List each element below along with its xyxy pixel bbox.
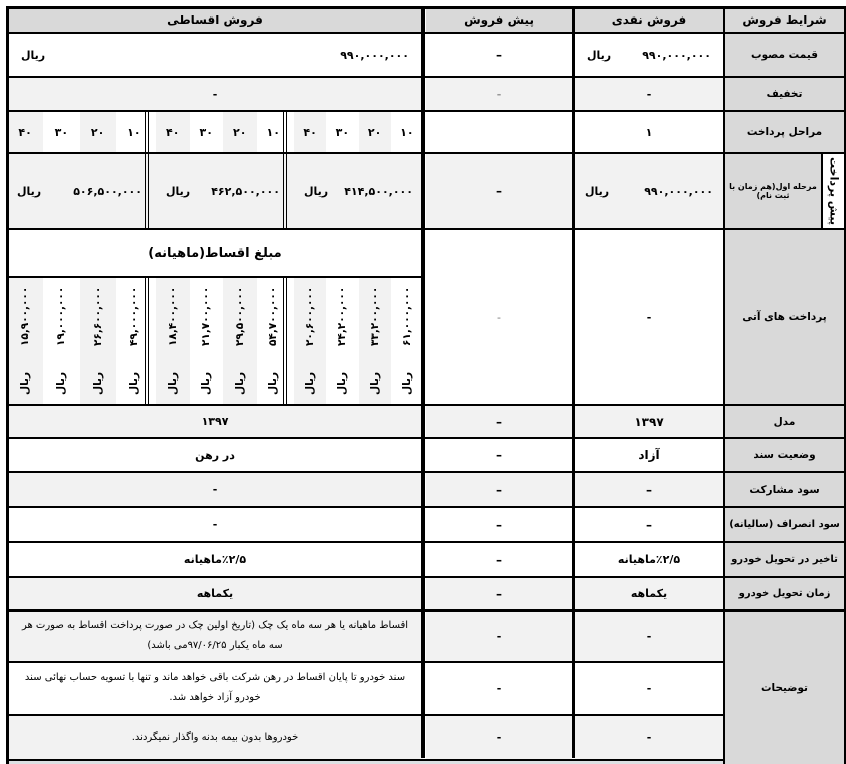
row-line (7, 541, 846, 543)
row-line (7, 576, 846, 578)
monthly-amount-cell (391, 277, 423, 405)
label-participation-profit: سود مشارکت (724, 472, 845, 507)
monthly-amount-value: ۲۱,۷۰۰,۰۰۰ (200, 287, 213, 347)
monthly-amount-value: ۱۹,۰۰۰,۰۰۰ (55, 287, 68, 347)
monthly-amount-value: ۱۵,۹۰۰,۰۰۰ (19, 287, 32, 347)
presale-note-1: - (426, 611, 572, 661)
cash-note-1: - (575, 611, 723, 661)
monthly-amount-cell (326, 277, 358, 405)
presale-note-2: - (426, 662, 572, 714)
row-line (7, 437, 846, 439)
monthly-amount-unit: ریال (400, 371, 413, 395)
installment-document-status: در رهن (7, 438, 423, 472)
stage-percent-cell: ۲۰ (223, 111, 257, 153)
cash-model: ۱۳۹۷ (575, 405, 723, 438)
cash-participation-profit: – (575, 472, 723, 507)
monthly-amount-unit: ریال (55, 371, 68, 395)
presale-delivery-delay: – (426, 542, 572, 577)
label-notes: توضیحات (724, 611, 845, 764)
stage-percent-cell: ۱۰ (257, 111, 291, 153)
row-line (7, 759, 724, 761)
first-stage-group-amount (156, 153, 290, 229)
monthly-amount-value: ۵۴,۷۰۰,۰۰۰ (267, 287, 280, 347)
monthly-amount-cell (190, 277, 224, 405)
header-cash: فروش نقدی (575, 7, 723, 33)
monthly-amount-unit: ریال (233, 371, 246, 395)
label-prepayment-group (823, 153, 845, 229)
separator-installment-presale (421, 6, 425, 758)
header-presale: پیش فروش (426, 7, 572, 33)
row-line (7, 110, 846, 112)
border-top (7, 6, 846, 9)
group-separator (145, 111, 149, 228)
installment-delivery-delay: ٪۲/۵ماهیانه (7, 542, 423, 577)
monthly-amount-cell (359, 277, 391, 405)
border-left (6, 6, 9, 764)
monthly-amount-value: ۲۰,۶۰۰,۰۰۰ (304, 287, 317, 347)
installment-model: ۱۳۹۷ (7, 405, 423, 438)
presale-stages (426, 111, 572, 153)
monthly-amount-cell (80, 277, 116, 405)
presale-discount: - (426, 77, 572, 111)
first-stage-value: ۴۶۲,۵۰۰,۰۰۰ (211, 184, 280, 198)
header-bottom-border (7, 32, 846, 34)
monthly-amount-cell (294, 277, 326, 405)
presale-document-status: – (426, 438, 572, 472)
monthly-amount-value: ۲۹,۵۰۰,۰۰۰ (233, 287, 246, 347)
note-2: سند خودرو تا پایان اقساط در رهن شرکت باقی خواهد ماند و تنها با تسویه حساب نهائی سند خودرو آزاد خواهد شد. (7, 662, 423, 714)
monthly-amount-value: ۶۱,۰۰۰,۰۰۰ (400, 287, 413, 347)
installment-price-value: ۹۹۰,۰۰۰,۰۰۰ (340, 48, 409, 62)
label-model: مدل (724, 405, 845, 438)
presale-future-payments: - (426, 229, 572, 405)
installment-price-cell (7, 33, 423, 77)
installment-participation-profit: - (7, 472, 423, 507)
cash-delivery-time: یکماهه (575, 577, 723, 610)
separator-cash-conditions (723, 6, 725, 764)
cash-future-payments: - (575, 229, 723, 405)
monthly-amount-cell (43, 277, 79, 405)
first-stage-unit: ریال (304, 184, 329, 198)
monthly-amount-cell (156, 277, 190, 405)
cash-note-3: - (575, 715, 723, 760)
stage-percent-cell: ۲۰ (80, 111, 116, 153)
presale-cancellation-profit: – (426, 507, 572, 542)
label-document-status: وضعیت سند (724, 438, 845, 472)
header-installment: فروش اقساطی (7, 7, 423, 33)
row-line (7, 471, 846, 473)
installment-price-unit: ریال (21, 48, 46, 62)
row-line (7, 76, 846, 78)
stage-percent-cell: ۲۰ (359, 111, 391, 153)
monthly-amount-value: ۲۴,۲۰۰,۰۰۰ (336, 287, 349, 347)
monthly-installments-title: مبلغ اقساط(ماهیانه) (7, 229, 423, 277)
monthly-amount-unit: ریال (304, 371, 317, 395)
presale-note-3: - (426, 715, 572, 760)
label-delivery-time: زمان تحویل خودرو (724, 577, 845, 610)
row-line (7, 661, 724, 663)
monthly-amount-unit: ریال (91, 371, 104, 395)
row-line (7, 404, 846, 406)
row-line (7, 276, 423, 278)
monthly-amount-value: ۲۶,۶۰۰,۰۰۰ (91, 287, 104, 347)
monthly-amount-unit: ریال (166, 371, 179, 395)
monthly-amount-unit: ریال (368, 371, 381, 395)
first-stage-unit: ریال (166, 184, 191, 198)
label-cancellation-profit: سود انصراف (سالیانه) (724, 507, 845, 542)
monthly-amount-unit: ریال (200, 371, 213, 395)
row-line (7, 609, 846, 612)
label-first-stage: مرحله اول(هم زمان با ثبت نام) (724, 153, 822, 229)
presale-price: – (426, 33, 572, 77)
first-stage-value: ۴۱۴,۵۰۰,۰۰۰ (344, 184, 413, 198)
label-future-payments: پرداخت های آتی (724, 229, 845, 405)
monthly-amount-value: ۱۸,۴۰۰,۰۰۰ (166, 287, 179, 347)
monthly-amount-value: ۳۳,۲۰۰,۰۰۰ (368, 287, 381, 347)
label-delivery-delay: تاخیر در تحویل خودرو (724, 542, 845, 577)
cash-note-2: - (575, 662, 723, 714)
installment-monthly-amounts (7, 277, 423, 405)
first-stage-unit: ریال (17, 184, 42, 198)
prepayment-side-separator (821, 152, 823, 230)
cash-first-stage-unit: ریال (585, 184, 610, 198)
group-separator (283, 111, 287, 228)
monthly-amount-value: ۴۹,۰۰۰,۰۰۰ (127, 287, 140, 347)
first-stage-group-amount (7, 153, 152, 229)
cash-delivery-delay: ٪۲/۵ماهیانه (575, 542, 723, 577)
cash-stages: ۱ (575, 111, 723, 153)
label-payment-stages: مراحل پرداخت (724, 111, 845, 153)
installment-delivery-time: یکماهه (7, 577, 423, 610)
row-line (7, 228, 846, 230)
group-separator (283, 277, 287, 405)
installment-discount: - (7, 77, 423, 111)
presale-first-stage: – (426, 153, 572, 229)
installment-cancellation-profit: - (7, 507, 423, 542)
row-line (7, 714, 724, 716)
cash-price-cell (575, 33, 723, 77)
stage-percent-cell: ۱۰ (391, 111, 423, 153)
cash-document-status: آزاد (575, 438, 723, 472)
monthly-amount-unit: ریال (336, 371, 349, 395)
presale-delivery-time: – (426, 577, 572, 610)
row-line (7, 152, 846, 154)
cash-price-value: ۹۹۰,۰۰۰,۰۰۰ (642, 48, 711, 62)
presale-participation-profit: – (426, 472, 572, 507)
installment-first-stage (7, 153, 423, 229)
stage-percent-cell: ۳۰ (190, 111, 224, 153)
cash-first-stage-cell (575, 153, 723, 229)
note-1: اقساط ماهیانه یا هر سه ماه یک چک (تاریخ اولین چک در صورت پرداخت اقساط به صورت هر سه ماه یکبار ۹۷/۰۶/۲۵می باشد) (7, 611, 423, 661)
monthly-amount-cell (7, 277, 43, 405)
label-approved-price: قیمت مصوب (724, 33, 845, 77)
monthly-amount-unit: ریال (19, 371, 32, 395)
stage-percent-cell: ۴۰ (294, 111, 326, 153)
stage-percent-cell: ۴۰ (156, 111, 190, 153)
prepayment-group-text: پیش پرداخت (827, 157, 841, 225)
cash-price-unit: ریال (587, 48, 612, 62)
monthly-amount-unit: ریال (267, 371, 280, 395)
cash-first-stage-value: ۹۹۰,۰۰۰,۰۰۰ (644, 184, 713, 198)
installment-stages (7, 111, 423, 153)
cash-discount: - (575, 77, 723, 111)
presale-model: – (426, 405, 572, 438)
monthly-amount-unit: ریال (127, 371, 140, 395)
row-line (7, 506, 846, 508)
label-discount: تخفیف (724, 77, 845, 111)
note-3: خودروها بدون بیمه بدنه واگذار نمیگردند. (7, 715, 423, 760)
stage-percent-cell: ۱۰ (116, 111, 152, 153)
first-stage-group-amount (294, 153, 423, 229)
separator-presale-cash (572, 6, 575, 758)
stage-percent-cell: ۳۰ (326, 111, 358, 153)
cash-cancellation-profit: – (575, 507, 723, 542)
group-separator (145, 277, 149, 405)
first-stage-value: ۵۰۶,۵۰۰,۰۰۰ (73, 184, 142, 198)
monthly-amount-cell (223, 277, 257, 405)
header-conditions: شرایط فروش (724, 7, 845, 33)
stage-percent-cell: ۳۰ (43, 111, 79, 153)
stage-percent-cell: ۴۰ (7, 111, 43, 153)
